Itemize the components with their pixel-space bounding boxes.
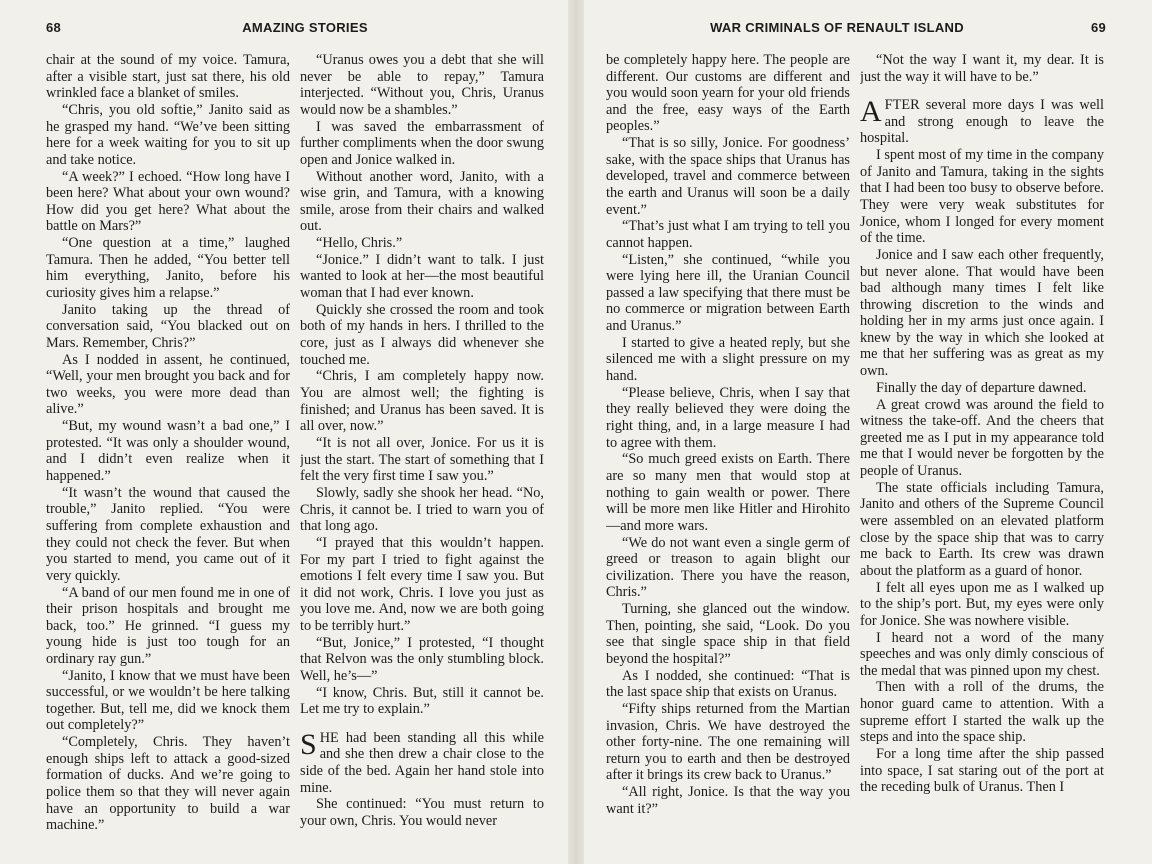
paragraph: “It wasn’t the wound that caused the trouble,” Janito replied. “You were suffering from complete exhaustion and they could not check the fever. But when you started to mend, you came out of it very quickly. — [46, 484, 290, 584]
paragraph: “Uranus owes you a debt that she will never be able to repay,” Tamura interjected. “Without you, Chris, Uranus would now be a shambles.” — [300, 52, 544, 118]
text-column-1 — [46, 52, 290, 852]
paragraph: Without another word, Janito, with a wise grin, and Tamura, with a knowing smile, arose from their chairs and walked out. — [300, 168, 544, 235]
dropcap-paragraph — [860, 97, 1104, 147]
paragraph: “Chris, I am completely happy now. You are almost well; the fighting is finished; and Uranus has been saved. It is all over, now.” — [300, 368, 544, 435]
text-column-2 — [300, 52, 544, 852]
paragraph: “That is so silly, Jonice. For goodness’ sake, with the space ships that Uranus has developed, travel and commerce between the earth and Uranus will soon be a daily event.” — [606, 135, 850, 218]
paragraph: “Not the way I want it, my dear. It is just the way it will have to be.” — [860, 52, 1104, 85]
paragraph: I heard not a word of the many speeches and was only dimly conscious of the medal that was pinned upon my chest. — [860, 629, 1104, 679]
paragraph: “That’s just what I am trying to tell you cannot happen. — [606, 218, 850, 251]
running-title-right: WAR CRIMINALS OF RENAULT ISLAND — [710, 20, 964, 35]
paragraph: “I know, Chris. But, still it cannot be. Let me try to explain.” — [300, 684, 544, 718]
paragraph: Finally the day of departure dawned. — [876, 379, 1087, 396]
paragraph: Then with a roll of the drums, the honor guard came to attention. With a supreme effort I started the walk up the steps and into the space ship. — [860, 679, 1104, 746]
paragraph: “We do not want even a single germ of greed or treason to again blight our civilization. There you have the reason, Chris.” — [606, 534, 850, 601]
paragraph: “I prayed that this wouldn’t happen. For my part I tried to fight against the emotions I felt every time I saw you. But it did not work, Chris. I love you just as you love me. And, now we are both going to be terribly hurt.” — [300, 534, 544, 634]
paragraph: “Please believe, Chris, when I say that they really believed they were doing the right thing, and, in a large measure I had to agree with them. — [606, 384, 850, 451]
paragraph: As I nodded, she continued: “That is the last space ship that exists on Uranus. — [606, 667, 850, 701]
dropcap-text: HE had been standing all this while and she then drew a chair close to the side of the bed. Again her hand stole into mine. — [300, 729, 544, 796]
running-title-left: AMAZING STORIES — [242, 20, 368, 35]
dropcap-paragraph — [300, 727, 544, 796]
paragraph: I spent most of my time in the company of Janito and Tamura, taking in the sights that I had been too busy to observe before. They were very weak substitutes for Jonice, whom I longed for every moment of the time. — [860, 147, 1104, 247]
paragraph: “Fifty ships returned from the Martian invasion, Chris. We have destroyed the other forty-nine. The one remaining will return you to earth and then be destroyed after it brings its crew back to Uranus.” — [606, 701, 850, 784]
paragraph: I was saved the embarrassment of further compliments when the door swung open and Jonice walked in. — [300, 118, 544, 168]
paragraph: “All right, Jonice. Is that the way you want it?” — [606, 784, 850, 817]
left-page — [0, 0, 568, 864]
paragraph: “One question at a time,” laughed Tamura. Then he added, “You better tell him everything, Janito, before his curiosity gives him a relapse.” — [46, 235, 290, 301]
paragraph: “But, Jonice,” I protested, “I thought that Relvon was the only stumbling block. Well, he’s—” — [300, 634, 544, 684]
page-number-right: 69 — [1090, 20, 1106, 35]
right-page — [584, 0, 1152, 864]
paragraph: I started to give a heated reply, but she silenced me with a slight pressure on my hand. — [606, 334, 850, 385]
page-number-left: 68 — [46, 20, 62, 35]
paragraph: “It is not all over, Jonice. For us it is just the start. The start of something that I felt the very first time I saw you.” — [300, 434, 544, 485]
paragraph: The state officials including Tamura, Janito and others of the Supreme Council were assembled on an elevated platform close by the space ship that was to carry me back to Earth. Its crew was drawn about the platform as a guard of honor. — [860, 479, 1104, 579]
left-page-header — [46, 20, 544, 38]
book-gutter — [568, 0, 584, 864]
paragraph: As I nodded in assent, he continued, “Well, your men brought you back and for two weeks, you were more dead than alive.” — [46, 351, 290, 418]
paragraph: Slowly, sadly she shook her head. “No, Chris, it cannot be. I tried to warn you of that long ago. — [300, 484, 544, 535]
paragraph: Jonice and I saw each other frequently, but never alone. That would have been bad although many times I felt like throwing discretion to the winds and holding her in my arms just once again. I knew by the way in which she looked at me that her suffering was as great as my own. — [860, 246, 1104, 380]
dropcap-text: FTER several more days I was well and strong enough to leave the hospital. — [860, 97, 1104, 147]
paragraph: “Hello, Chris.” — [316, 235, 403, 252]
paragraph: Turning, she glanced out the window. Then, pointing, she said, “Look. Do you see that single space ship in that field beyond the hospital?” — [606, 601, 850, 667]
paragraph: “Jonice.” I didn’t want to talk. I just wanted to look at her—the most beautiful woman that I had ever known. — [300, 251, 544, 302]
paragraph: A great crowd was around the field to witness the take-off. And the cheers that greeted me as I put in my appearance told me that I would never be forgotten by the people of Uranus. — [860, 396, 1104, 479]
paragraph: “Janito, I know that we must have been successful, or we wouldn’t be here talking together. But, tell me, did we knock them out completely?” — [46, 667, 290, 734]
paragraph: “A week?” I echoed. “How long have I been here? What about your own wound? How did you get here? What about the battle on Mars?” — [46, 168, 290, 235]
paragraph: “Completely, Chris. They haven’t enough ships left to attack a good-sized formation of ducks. And we’re going to police them so that they will never again have an opportunity to build a war machine.” — [46, 734, 290, 834]
text-column-4 — [860, 52, 1104, 852]
drop-cap-letter: A — [860, 95, 882, 129]
paragraph: “A band of our men found me in one of their prison hospitals and brought me back, too.” He grinned. “I guess my young hide is just too tough for an ordinary ray gun.” — [46, 584, 290, 667]
paragraph: She continued: “You must return to your own, Chris. You would never — [300, 796, 544, 829]
right-page-header — [608, 20, 1106, 38]
paragraph: “So much greed exists on Earth. There are so many men that would stop at nothing to gain wealth or power. There will be more men like Hitler and Hirohito—and more wars. — [606, 451, 850, 534]
paragraph: For a long time after the ship passed into space, I sat staring out of the port at the receding bulk of Uranus. Then I — [860, 746, 1104, 796]
paragraph: “Chris, you old softie,” Janito said as he grasped my hand. “We’ve been sitting here for a week waiting for you to sit up and take notice. — [46, 101, 290, 168]
text-column-3 — [606, 52, 850, 852]
paragraph: I felt all eyes upon me as I walked up to the ship’s port. But, my eyes were only for Jonice. She was nowhere visible. — [860, 579, 1104, 629]
paragraph: Janito taking up the thread of conversation said, “You blacked out on Mars. Remember, Chris?” — [46, 301, 290, 351]
paragraph: chair at the sound of my voice. Tamura, after a visible start, just sat there, his old wrinkled face a blanket of smiles. — [46, 52, 290, 102]
paragraph: “Listen,” she continued, “while you were lying here ill, the Uranian Council passed a law specifying that there must be no commerce or migration between Earth and Uranus.” — [606, 251, 850, 335]
paragraph: Quickly she crossed the room and took both of my hands in hers. I thrilled to the core, just as I always did whenever she touched me. — [300, 301, 544, 368]
drop-cap-letter: S — [300, 727, 317, 761]
paragraph: “But, my wound wasn’t a bad one,” I protested. “It was only a shoulder wound, and I didn’t even realize when it happened.” — [46, 418, 290, 484]
paragraph: be completely happy here. The people are different. Our customs are different and you would soon yearn for your old friends and the free, easy ways of the Earth peoples.” — [606, 52, 850, 135]
